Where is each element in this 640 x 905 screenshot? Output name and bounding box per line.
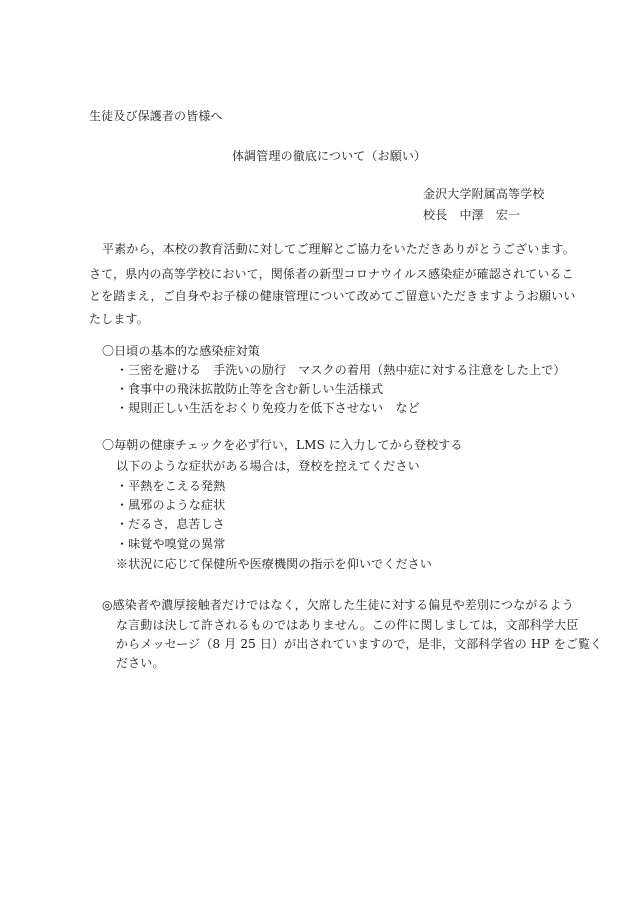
sender-principal: 校長 中澤 宏一 bbox=[423, 208, 521, 222]
intro-line: とを踏まえ，ご自身やお子様の健康管理について改めてご留意いただきますようお願いい bbox=[89, 289, 576, 303]
intro-line: 平素から，本校の教育活動に対してご理解とご協力をいただきありがとうございます。 bbox=[102, 242, 575, 256]
section1-item: ・規則正しい生活をおくり免疫力を低下させない など bbox=[116, 401, 420, 415]
intro-line: さて，県内の高等学校において，関係者の新型コロナウイルス感染症が確認されているこ bbox=[89, 267, 574, 281]
section2-item: ・だるさ，息苦しさ bbox=[116, 517, 225, 531]
section1-heading: 〇日頃の基本的な感染症対策 bbox=[102, 344, 260, 358]
section2-note: ※状況に応じて保健所や医療機関の指示を仰いでください bbox=[116, 557, 432, 571]
intro-line: たします。 bbox=[89, 312, 149, 326]
document-title: 体調管理の徹底について（お願い） bbox=[232, 149, 427, 163]
section1-item: ・食事中の飛沫拡散防止等を含む新しい生活様式 bbox=[116, 382, 384, 396]
section2-subheading: 以下のような症状がある場合は，登校を控えてください bbox=[116, 459, 420, 473]
section2-item: ・平熱をこえる発熱 bbox=[116, 479, 226, 493]
section2-item: ・風邪のような症状 bbox=[116, 498, 226, 512]
section3-line: ださい。 bbox=[116, 656, 165, 670]
sender-school: 金沢大学附属高等学校 bbox=[423, 187, 545, 201]
section3-line: からメッセージ（8 月 25 日）が出されていますので，是非，文部科学省の HP をご覧く bbox=[116, 637, 603, 651]
section1-item: ・三密を避ける 手洗いの励行 マスクの着用（熱中症に対する注意をした上で） bbox=[116, 363, 566, 377]
section2-heading: 〇毎朝の健康チェックを必ず行い，LMS に入力してから登校する bbox=[102, 438, 463, 452]
section2-item: ・味覚や嗅覚の異常 bbox=[116, 537, 226, 551]
section3-line: な言動は決して許されるものではありません。この件に関しましては，文部科学大臣 bbox=[116, 618, 579, 632]
addressee: 生徒及び保護者の皆様へ bbox=[89, 109, 223, 123]
section3-line: ◎感染者や濃厚接触者だけではなく，欠席した生徒に対する偏見や差別につながるよう bbox=[102, 598, 574, 612]
